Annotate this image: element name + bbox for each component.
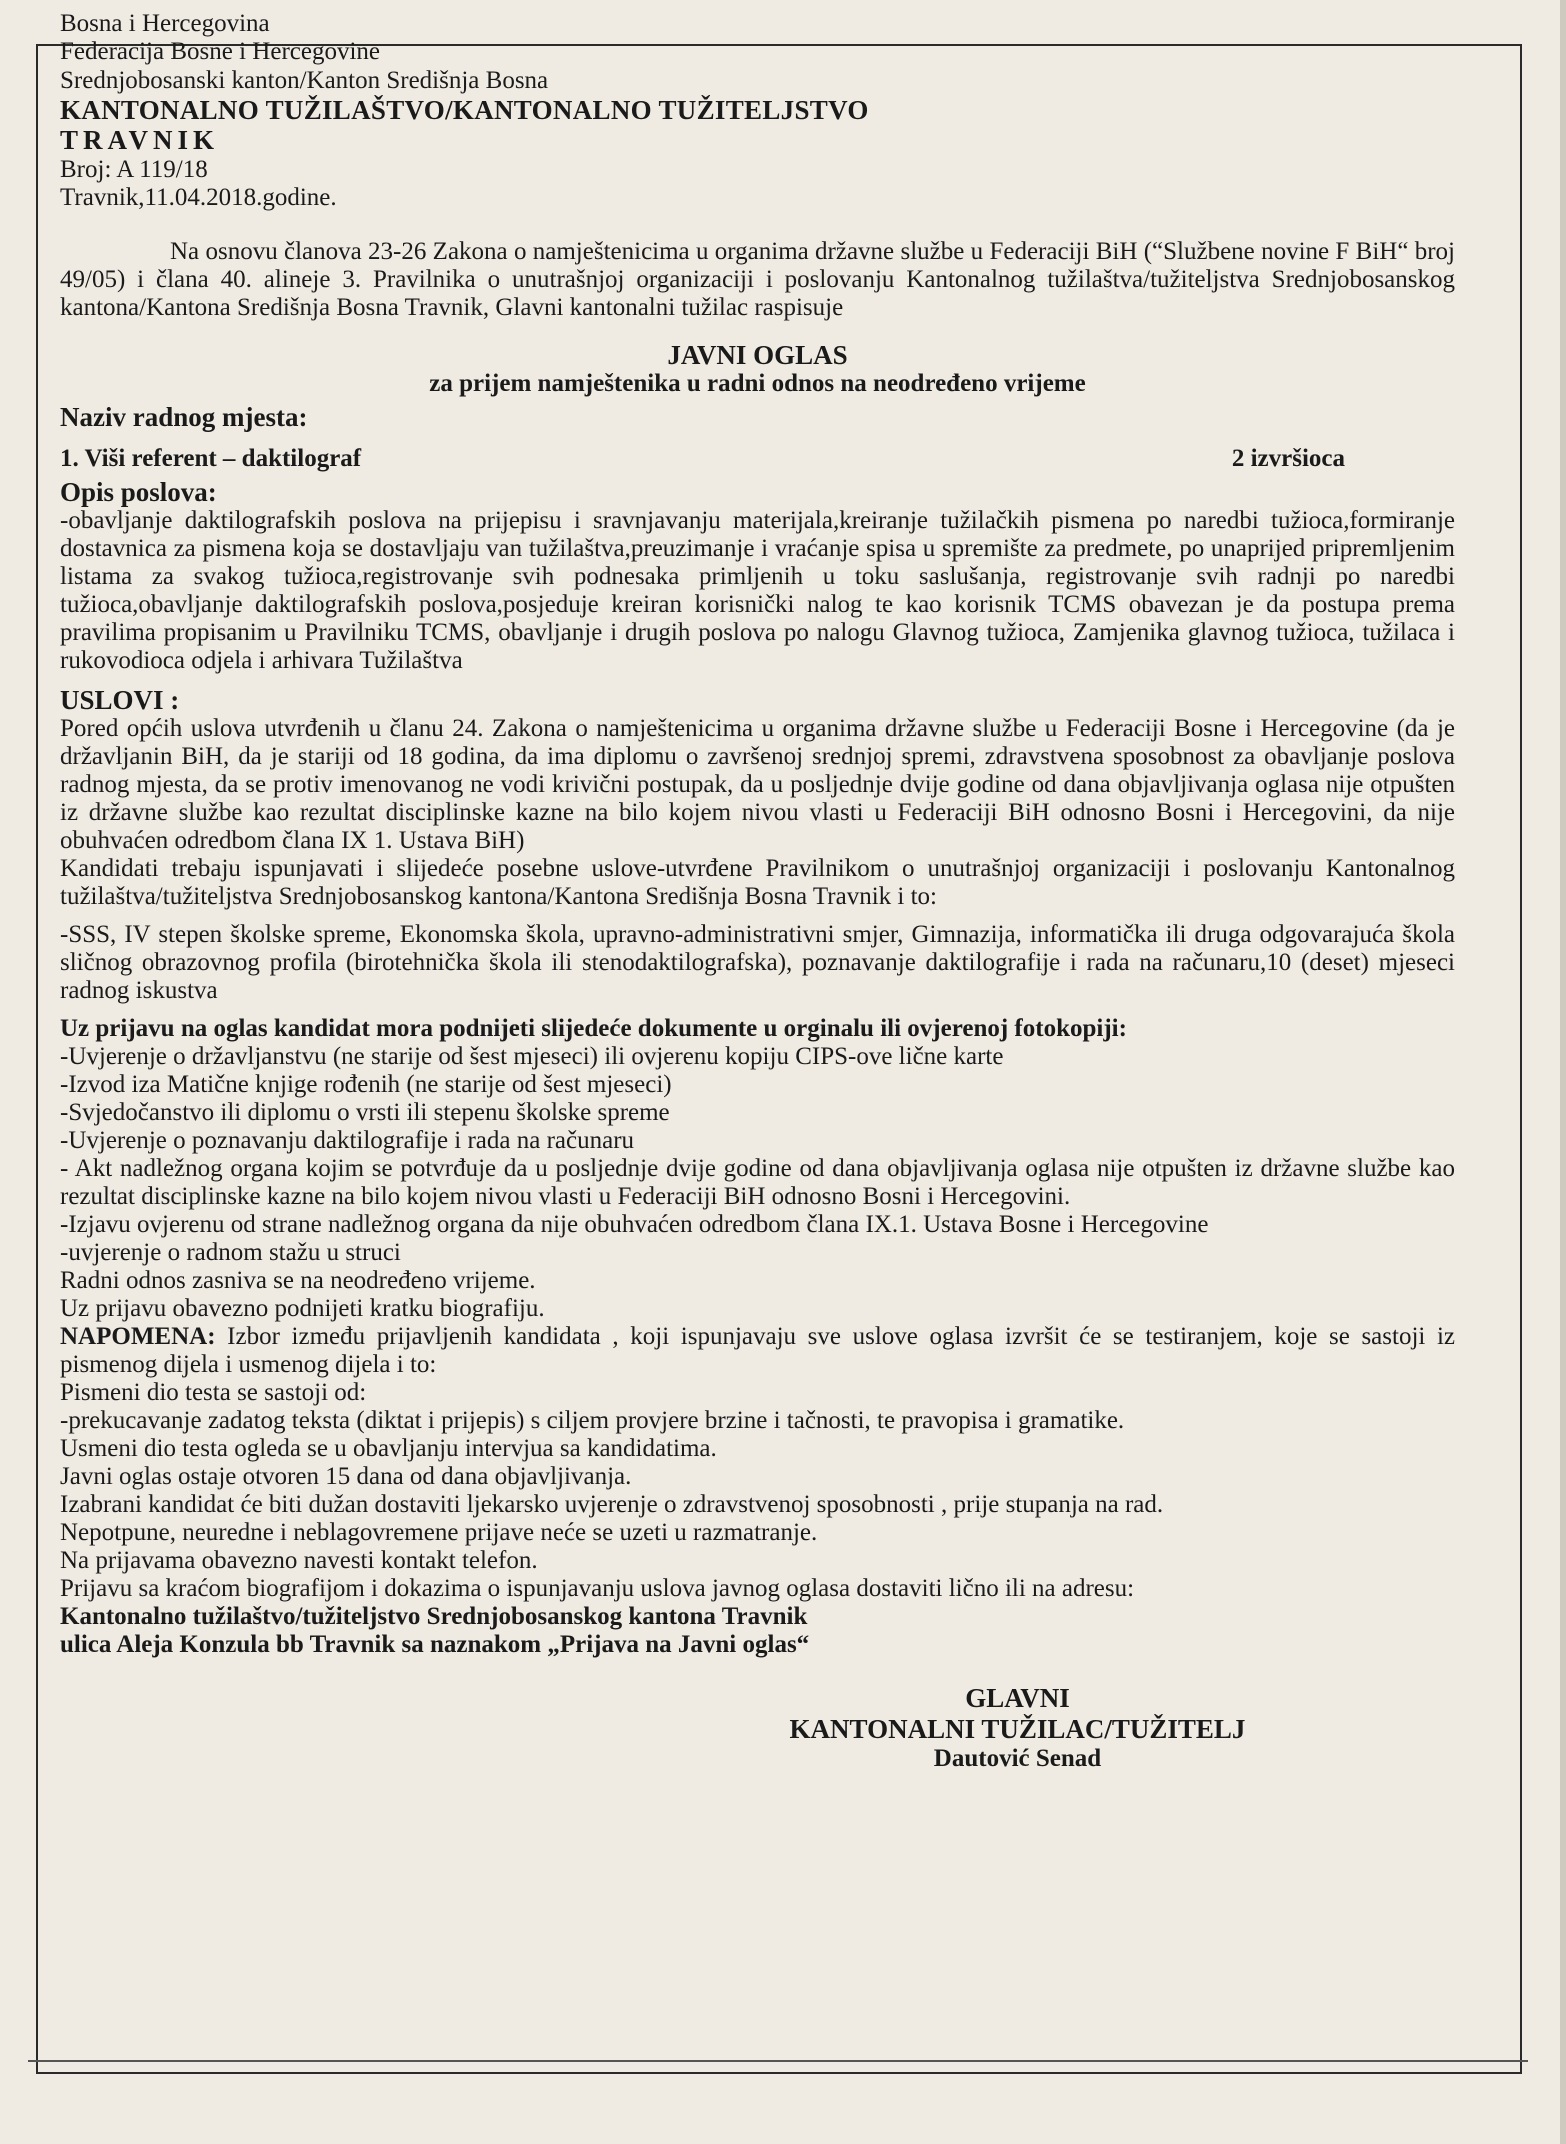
document-item: -Izvod iza Matične knjige rođenih (ne starije od šest mjeseci) [60, 1071, 672, 1099]
header-country: Bosna i Hercegovina [60, 10, 270, 37]
document-item: -Izjavu ovjerenu od strane nadležnog organa da nije obuhvaćen odredbom člana IX.1. Ustava Bosne i Hercegovine [60, 1211, 1209, 1239]
conditions-special-intro: Kandidati trebaju ispunjavati i slijedeće posebne uslove-utvrđene Pravilnikom o unutrašnjoj organizaciji i poslovanju Kantonalnog tužilaštva/tužiteljstva Srednjobosanskog kantona/Kantona Središnja Bosna Travnik i to: [60, 855, 1455, 911]
napomena-paragraph [60, 1323, 1455, 1379]
job-label: Naziv radnog mjesta: [60, 402, 308, 433]
document-item: -Uvjerenje o državljanstvu (ne starije od šest mjeseci) ili ovjerenu kopiju CIPS-ove lične karte [60, 1043, 1004, 1071]
signature-name: Dautović Senad [933, 1745, 1102, 1773]
page-edge [1560, 0, 1566, 2144]
signature-title-2: KANTONALNI TUŽILAC/TUŽITELJ [789, 1714, 1246, 1745]
intro-paragraph: Na osnovu članova 23-26 Zakona o namještenicima u organima državne službe u Federaciji BiH (“Službene novine F BiH“ broj 49/05) i člana 40. alineje 3. Pravilnika o unutrašnjoj organizaciji i poslovanju Kantonalnog tužilaštva/tužiteljstva Srednjobosanskog kantona/Kantona Središnja Bosna Travnik, Glavni kantonalni tužilac raspisuje [60, 238, 1455, 322]
header-entity: Federacija Bosne i Hercegovine [60, 38, 381, 66]
oral-test: Usmeni dio testa ogleda se u obavljanju intervjua sa kandidatima. [60, 1435, 717, 1463]
conditions-special: -SSS, IV stepen školske spreme, Ekonomska škola, upravno-administrativni smjer, Gimnazija, informatička ili druga odgovarajuća škola sličnog obrazovnog profila (birotehnička škola ili stenodaktilografska), poznavanje daktilografije i rada na računaru,10 (deset) mjeseci radnog iskustva [60, 921, 1455, 1005]
napomena-text: Izbor između prijavljenih kandidata , koji ispunjavaju sve uslove oglasa izvršit će se testiranjem, koje se sastoji iz pismenog dijela i usmenog dijela i to: [60, 1323, 1455, 1379]
documents-heading: Uz prijavu na oglas kandidat mora podnijeti slijedeće dokumente u orginalu ili ovjerenoj fotokopiji: [60, 1015, 1127, 1043]
conditions-general: Pored općih uslova utvrđenih u članu 24. Zakona o namještenicima u organima državne službe u Federaciji Bosne i Hercegovine (da je državljanin BiH, da je stariji od 18 godina, da ima diplomu o završenoj srednjoj spremi, zdravstvena sposobnost za obavljanje poslova radnog mjesta, da se protiv imenovanog ne vodi krivični postupak, da u posljednje dvije godine od dana objavljivanja oglasa nije otpušten iz državne službe kao rezultat disciplinske kazne na bilo kojem nivou vlasti u Federaciji BiH odnosno Bosni i Hercegovini, da nije obuhvaćen odredbom člana IX 1. Ustava BiH) [60, 715, 1455, 855]
duties-heading: Opis poslova: [60, 476, 217, 507]
page-rule [28, 2050, 1528, 2062]
duties-text: -obavljanje daktilografskih poslova na prijepisu i sravnjavanju materijala,kreiranje tužilačkih pismena po naredbi tužioca,formiranje dostavnica za pismena koja se dostavljaju van tužilaštva,preuzimanje i vraćanje spisa u spremište za predmete, po unaprijed pripremljenim listama za svakog tužioca,registrovanje svih podnesaka primljenih u toku saslušanja, registrovanje svih radnji po naredbi tužioca,obavljanje daktilografskih poslova,posjeduje kreiran korisnički nalog te kao korisnik TCMS obavezan je da postupa prema pravilima propisanim u Pravilniku TCMS, obavljanje i drugih poslova po nalogu Glavnog tužioca, Zamjenika glavnog tužioca, tužilaca i rukovodioca odjela i arhivara Tužilaštva [60, 506, 1455, 674]
public-notice [60, 10, 1455, 1774]
document-item: - Akt nadležnog organa kojim se potvrđuje da u posljednje dvije godine od dana objavljivanja oglasa nije otpušten iz državne službe kao rezultat disciplinske kazne na bilo kojem nivou vlasti u Federaciji BiH odnosno Bosni i Hercegovini. [60, 1155, 1455, 1211]
header-office: KANTONALNO TUŽILAŠTVO/KANTONALNO TUŽITELJSTVO [60, 94, 869, 125]
document-number: Broj: A 119/18 [60, 155, 208, 183]
biography-note: Uz prijavu obavezno podnijeti kratku biografiju. [60, 1295, 545, 1323]
document-date: Travnik,11.04.2018.godine. [60, 184, 337, 211]
employment-note: Radni odnos zasniva se na neodređeno vrijeme. [60, 1267, 536, 1295]
written-test-intro: Pismeni dio testa se sastoji od: [60, 1379, 367, 1407]
document-item: -Uvjerenje o poznavanju daktilografije i rada na računaru [60, 1127, 635, 1155]
address-line-1: Kantonalno tužilaštvo/tužiteljstvo Srednjobosanskog kantona Travnik [60, 1603, 808, 1631]
duration-note: Javni oglas ostaje otvoren 15 dana od dana objavljivanja. [60, 1463, 632, 1491]
job-name: 1. Viši referent – daktilograf [60, 444, 362, 472]
notice-subtitle: za prijem namještenika u radni odnos na neodređeno vrijeme [429, 370, 1086, 398]
job-count: 2 izvršioca [1231, 444, 1345, 472]
header-canton: Srednjobosanski kanton/Kanton Središnja Bosna [60, 66, 549, 94]
written-test: -prekucavanje zadatog teksta (diktat i prijepis) s ciljem provjere brzine i tačnosti, te pravopisa i gramatike. [60, 1407, 1125, 1435]
notice-title: JAVNI OGLAS [667, 340, 848, 371]
medical-note: Izabrani kandidat će biti dužan dostaviti ljekarsko uvjerenje o zdravstvenoj sposobnosti , prije stupanja na rad. [60, 1491, 1164, 1519]
napomena-label: NAPOMENA: [60, 1323, 216, 1351]
conditions-heading: USLOVI : [60, 684, 180, 715]
signature-title-1: GLAVNI [965, 1683, 1070, 1714]
submit-note: Prijavu sa kraćom biografijom i dokazima o ispunjavanju uslova javnog oglasa dostaviti lično ili na adresu: [60, 1575, 1135, 1603]
signature-block [580, 1683, 1455, 1774]
address-line-2: ulica Aleja Konzula bb Travnik sa naznakom „Prijava na Javni oglas“ [60, 1631, 810, 1659]
header-city: TRAVNIK [60, 125, 220, 156]
document-item: -Svjedočanstvo ili diplomu o vrsti ili stepenu školske spreme [60, 1099, 670, 1127]
phone-note: Na prijavama obavezno navesti kontakt telefon. [60, 1547, 538, 1575]
document-item: -uvjerenje o radnom stažu u struci [60, 1239, 401, 1267]
incomplete-note: Nepotpune, neuredne i neblagovremene prijave neće se uzeti u razmatranje. [60, 1519, 818, 1547]
job-row [60, 433, 1455, 473]
